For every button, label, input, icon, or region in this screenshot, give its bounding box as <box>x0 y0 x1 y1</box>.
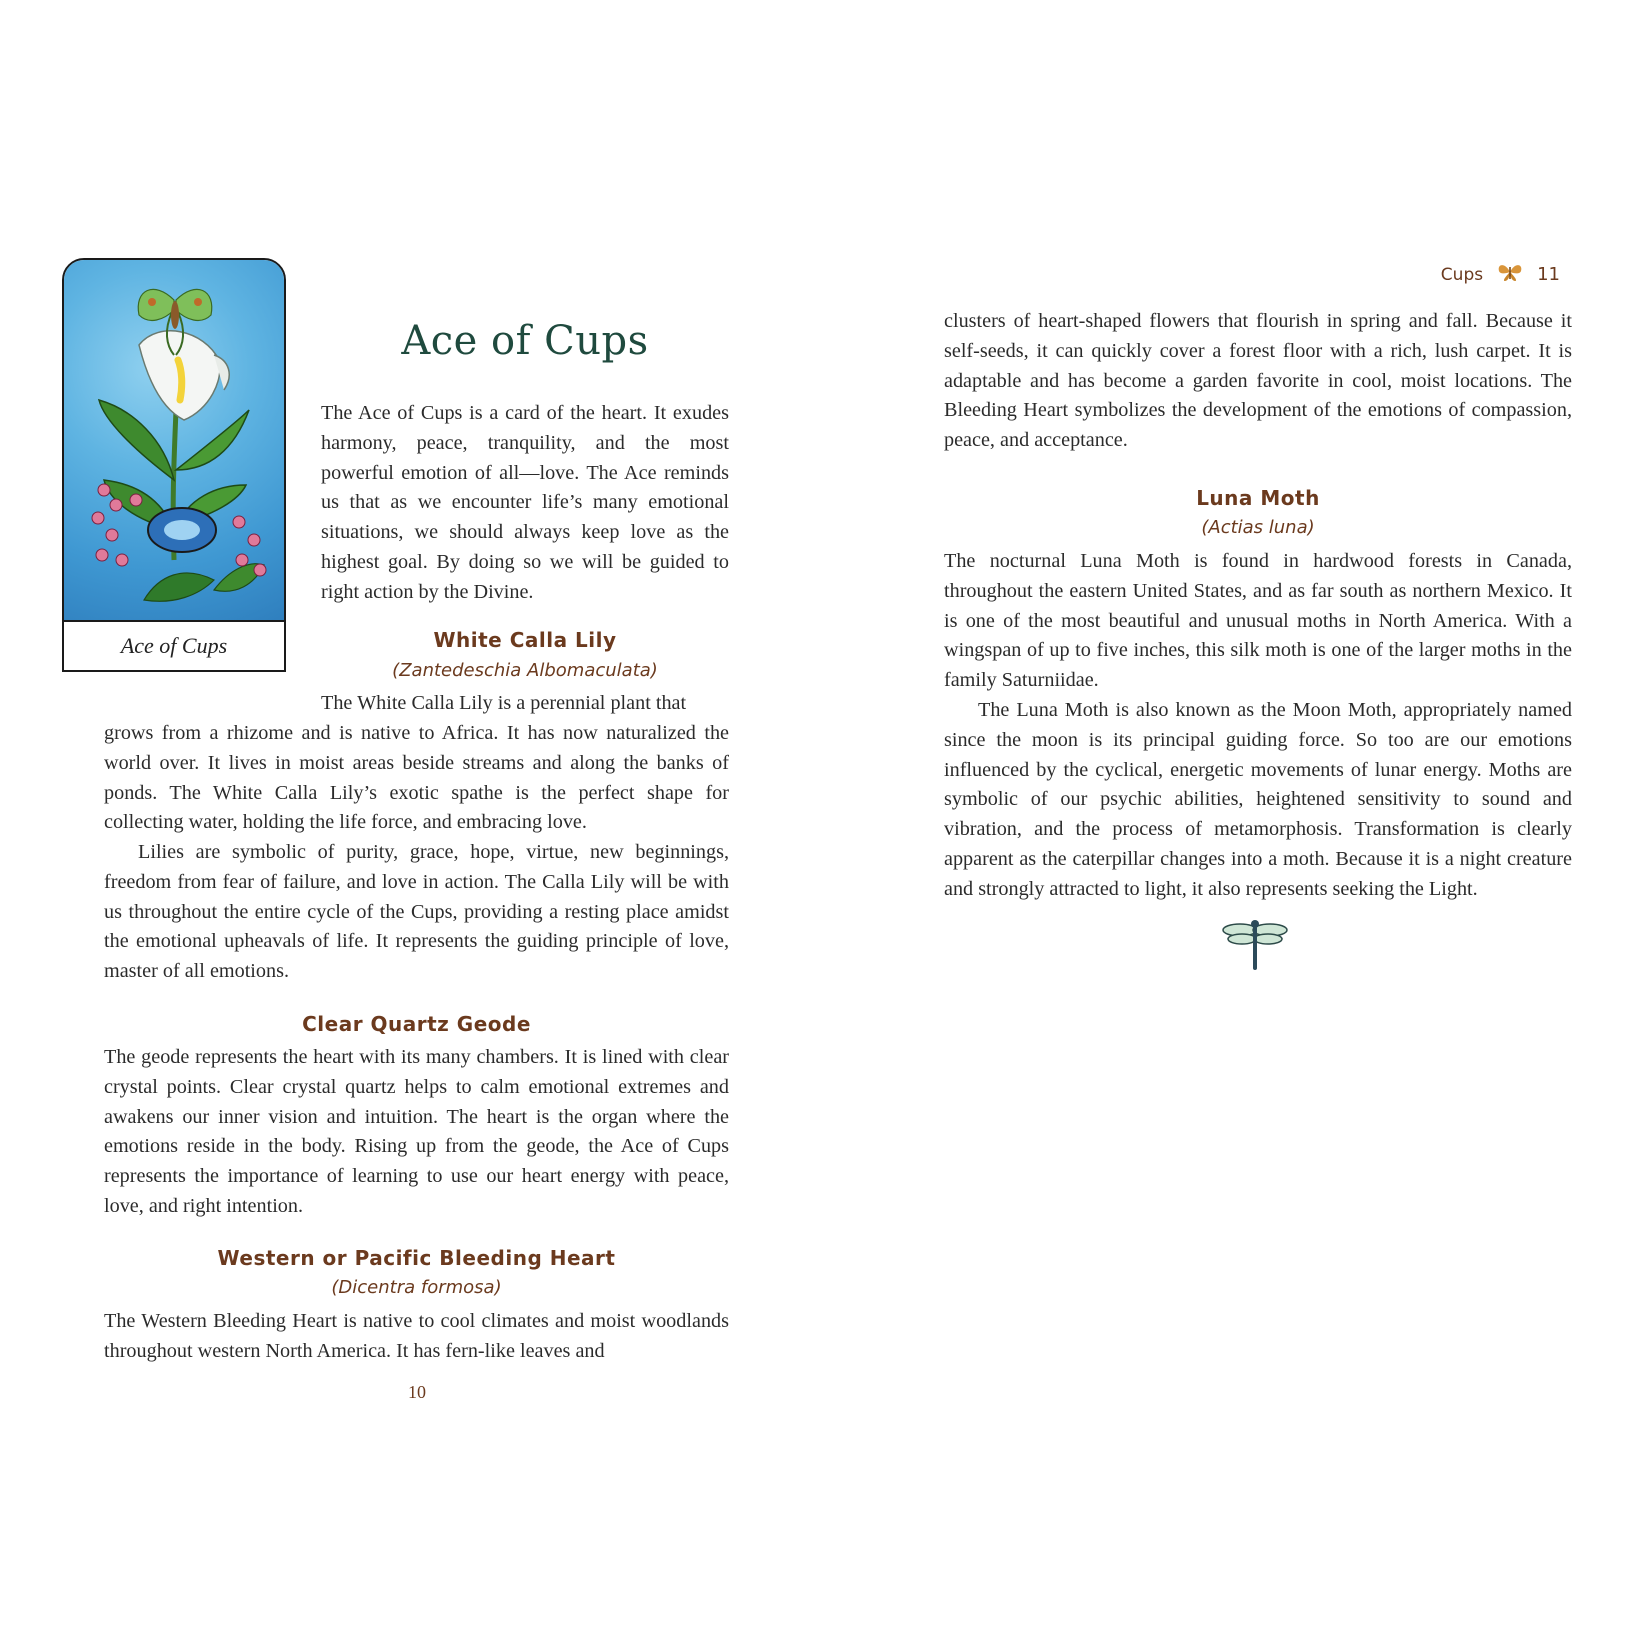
calla-paragraph-1: grows from a rhizome and is native to Africa. It has now naturalized the world over. It lives in moist areas beside streams and along the banks of ponds. The White Calla Lily’s exotic spathe is the perfect shape for collecting water, holding the life force, and embracing love. <box>104 722 729 834</box>
luna-moth-paragraph-2: The Luna Moth is also known as the Moon Moth, appropriately named since the moon is its principal guiding force. So too are our emotions influenced by the cyclical, energetic movements of lunar energy. Moths are symbolic of our psychic abilities, heightened sensitivity to sound and vibration, and the process of metamorphosis. Transformation is clearly apparent as the caterpillar changes into a moth. Because it is a night creature and strongly attracted to light, it also represents seeking the Light. <box>944 699 1572 900</box>
card-illustration <box>64 260 284 620</box>
luna-moth-latin-text: Actias luna <box>1208 517 1308 538</box>
luna-moth-latin-name: (Actias luna) <box>1201 517 1315 538</box>
dragonfly-icon <box>1220 916 1290 972</box>
page-number-left: 10 <box>408 1382 426 1402</box>
card-label: Ace of Cups <box>64 620 284 670</box>
bleeding-heart-latin-text: Dicentra formosa <box>338 1277 495 1298</box>
tarot-card-image <box>62 258 286 672</box>
running-head-text: Cups <box>1440 264 1484 285</box>
bleeding-heart-heading: Western or Pacific Bleeding Heart <box>217 1246 616 1270</box>
quartz-heading: Clear Quartz Geode <box>302 1012 531 1036</box>
calla-heading: White Calla Lily <box>433 628 617 652</box>
bleeding-heart-continued: clusters of heart-shaped flowers that flourish in spring and fall. Because it self-seeds, it can quickly cover a forest floor with a rich, lush carpet. It is adaptable and has become a garden favorite in cool, moist locations. The Bleeding Heart symbolizes the development of the emotions of compassion, peace, and acceptance. <box>944 310 1572 452</box>
running-head <box>1441 262 1560 287</box>
intro-paragraph: The Ace of Cups is a card of the heart. It exudes harmony, peace, tranquility, and the most powerful emotion of all—love. The Ace reminds us that as we encounter life’s many emotional situations, we should always keep love as the highest goal. By doing so we will be guided to right action by the Divine. <box>321 402 729 603</box>
bleeding-heart-paragraph: The Western Bleeding Heart is native to cool climates and moist woodlands throughout western North America. It has fern-like leaves and <box>104 1310 729 1362</box>
calla-latin-name: (Zantedeschia Albomaculata) <box>392 660 658 681</box>
quartz-paragraph: The geode represents the heart with its many chambers. It is lined with clear crystal points. Clear crystal quartz helps to calm emotional extremes and awakens our inner vision and intuition. The heart is the organ where the emotions reside in the body. Rising up from the geode, the Ace of Cups represents the importance of learning to use our heart energy with peace, love, and right intention. <box>104 1046 729 1217</box>
butterfly-icon <box>1497 262 1523 287</box>
luna-moth-paragraph-1: The nocturnal Luna Moth is found in hardwood forests in Canada, throughout the eastern United States, and as far south as northern Mexico. It is one of the most beautiful and unusual moths in North America. With a wingspan of up to five inches, this silk moth is one of the larger moths in the family Saturniidae. <box>944 550 1572 692</box>
page-number-right: 11 <box>1537 264 1560 285</box>
calla-latin-text: Zantedeschia Albomaculata <box>399 660 651 681</box>
page-title: Ace of Cups <box>401 318 649 364</box>
calla-lily-illustration <box>64 260 284 620</box>
bleeding-heart-latin-name: (Dicentra formosa) <box>331 1277 502 1298</box>
calla-paragraph-lead: The White Calla Lily is a perennial plant that <box>321 692 687 714</box>
calla-paragraph-2: Lilies are symbolic of purity, grace, hope, virtue, new beginnings, freedom from fear of failure, and love in action. The Calla Lily will be with us throughout the entire cycle of the Cups, providing a resting place amidst the emotional upheavals of life. It represents the guiding principle of love, master of all emotions. <box>104 841 729 983</box>
luna-moth-heading: Luna Moth <box>1196 486 1320 510</box>
